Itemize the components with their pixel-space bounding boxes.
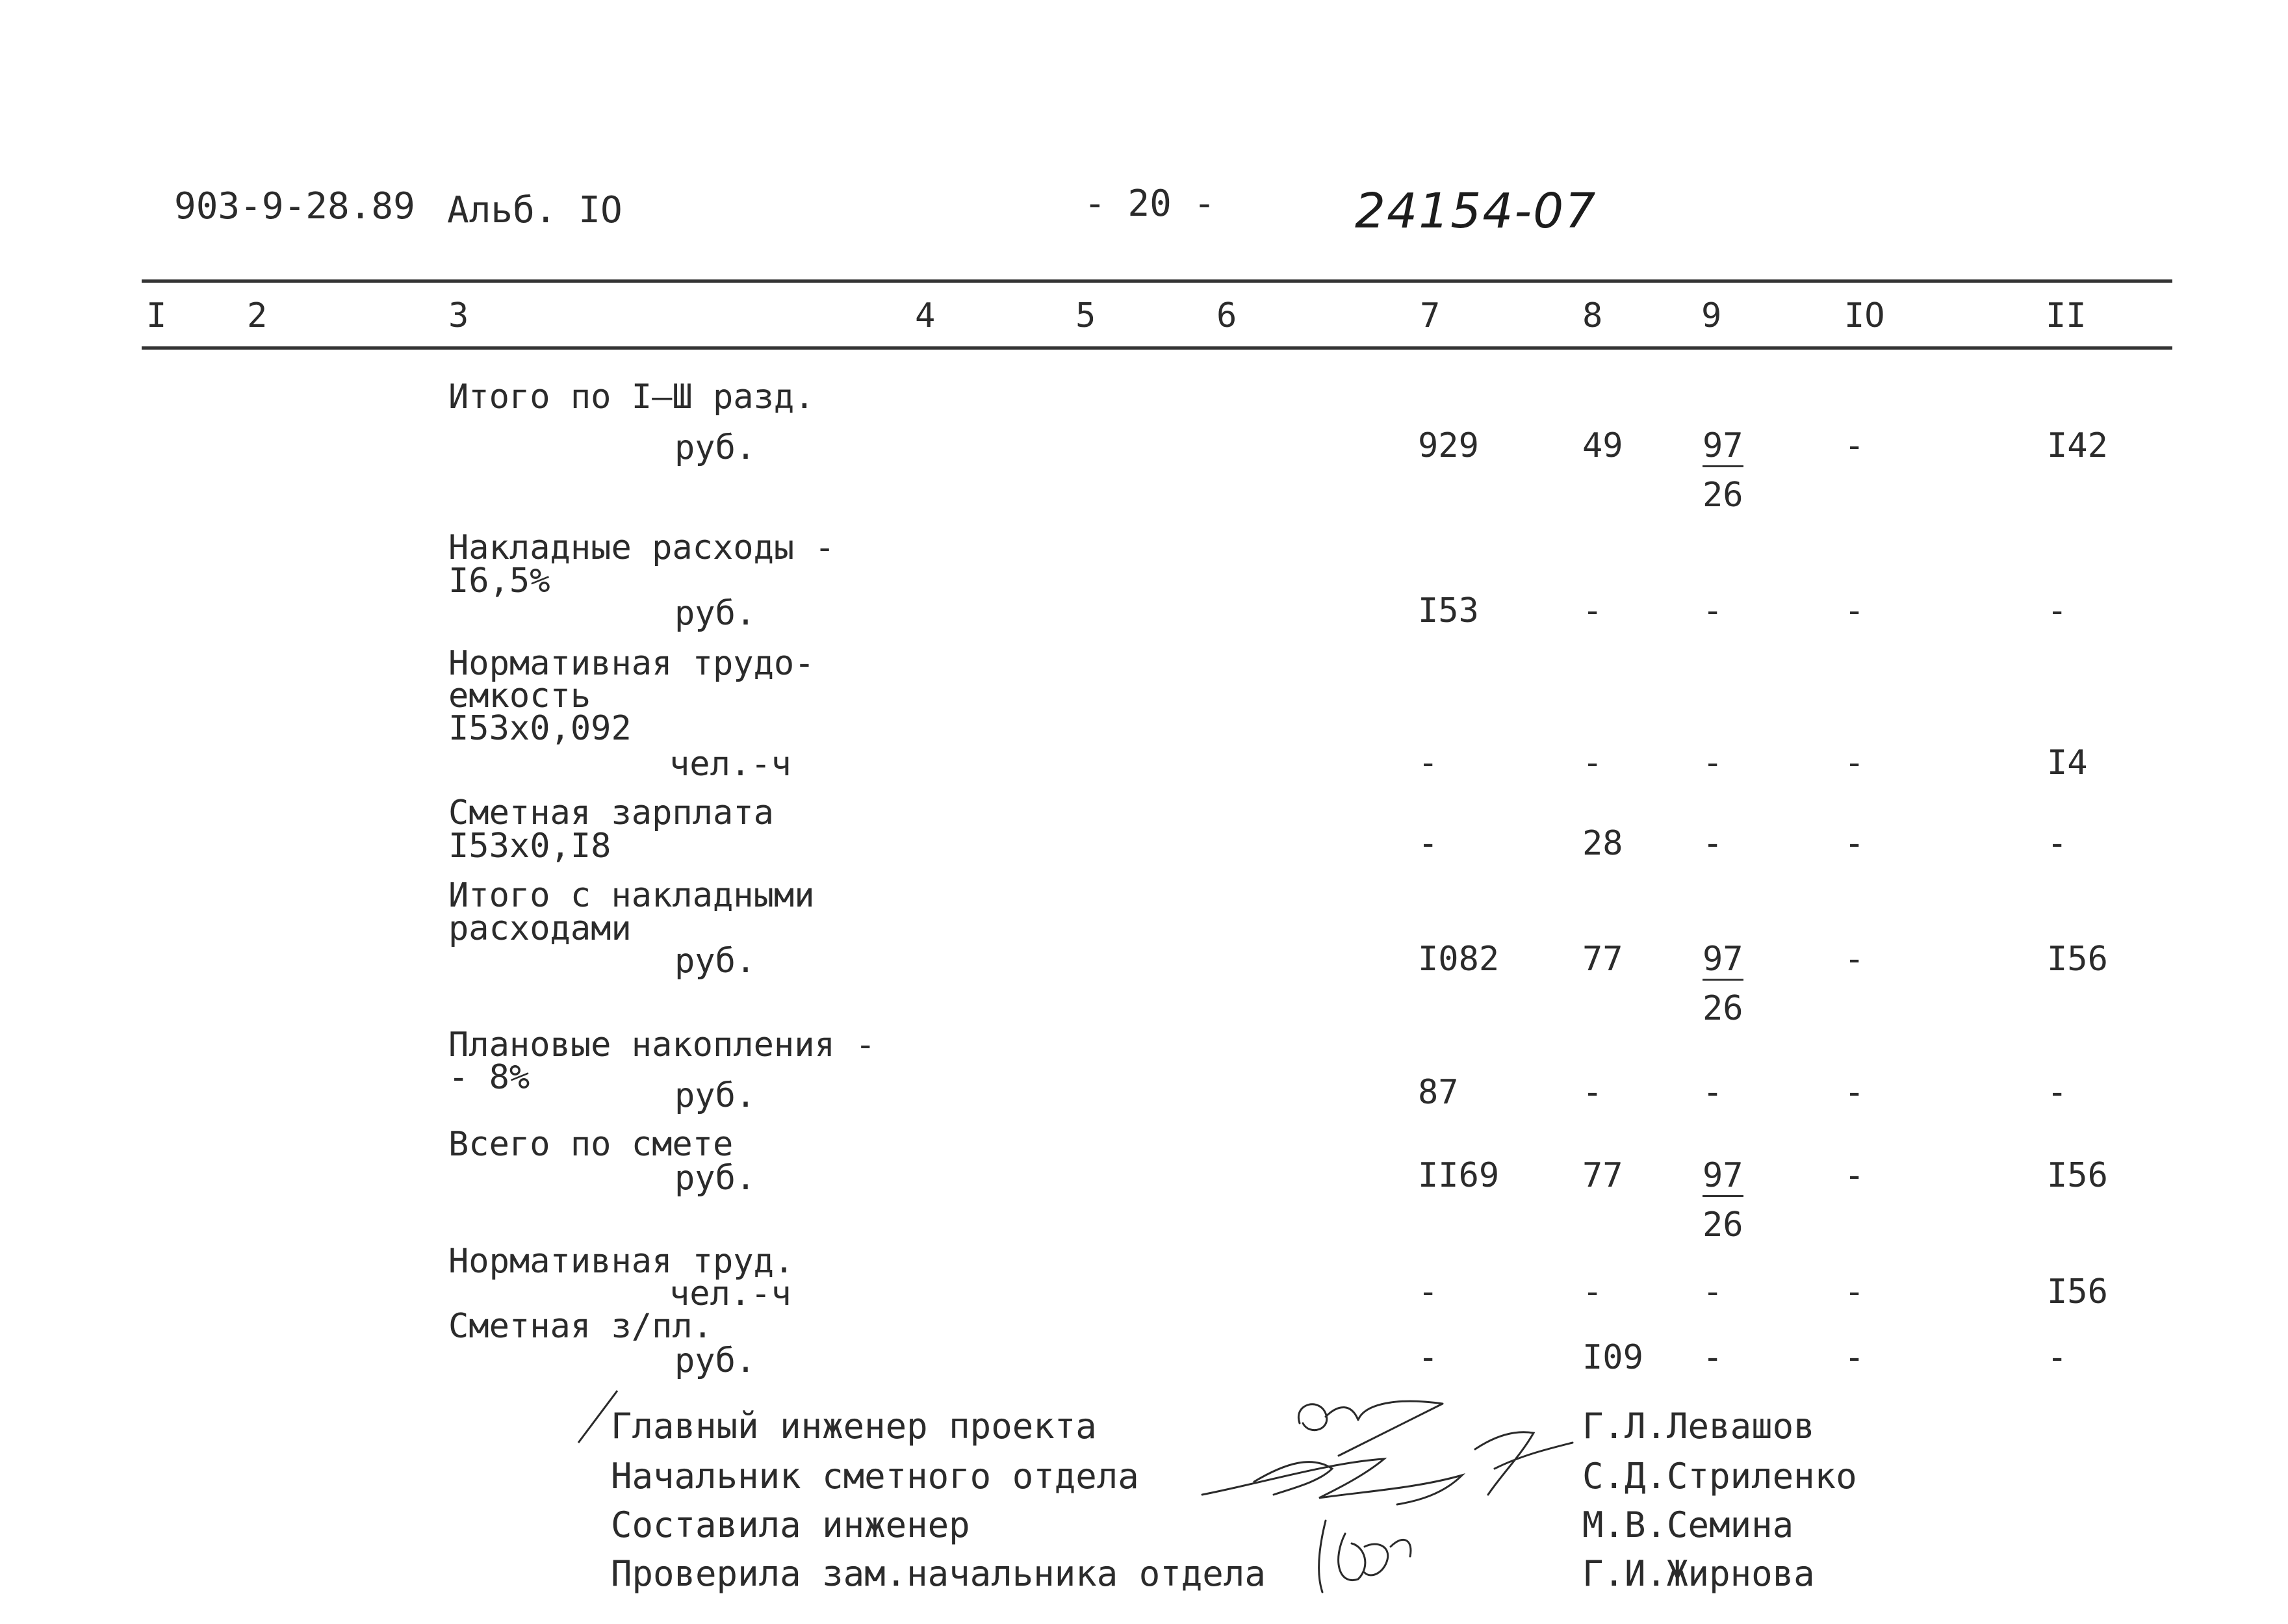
row-label: Плановые накопления - bbox=[448, 1025, 876, 1064]
cell-col8: 28 bbox=[1582, 824, 1623, 863]
cell-col10: - bbox=[1844, 940, 1865, 979]
column-number: 2 bbox=[247, 296, 268, 335]
row-label: Итого с накладными bbox=[448, 876, 815, 915]
row-label: I53х0,I8 bbox=[448, 827, 611, 866]
cell-col7: 929 bbox=[1418, 426, 1479, 465]
album-label: Альб. IО bbox=[447, 189, 623, 231]
cell-col7: - bbox=[1418, 824, 1439, 863]
column-number: 4 bbox=[915, 296, 936, 335]
cell-col8: - bbox=[1582, 591, 1603, 630]
cell-col7: 87 bbox=[1418, 1073, 1459, 1112]
row-label: Всего по смете bbox=[448, 1125, 734, 1164]
row-label: Итого по I–Ш разд. bbox=[448, 378, 815, 417]
cell-col11: - bbox=[2047, 1073, 2068, 1112]
row-unit: руб. bbox=[675, 594, 756, 633]
cell-col10: - bbox=[1844, 1272, 1865, 1311]
row-label: Накладные расходы - bbox=[448, 528, 835, 567]
cell-col11: I56 bbox=[2047, 1272, 2108, 1311]
cell-col10: - bbox=[1844, 743, 1865, 782]
cell-col11: I56 bbox=[2047, 940, 2108, 979]
row-unit: руб. bbox=[675, 1076, 756, 1115]
cell-col11: - bbox=[2047, 824, 2068, 863]
cell-col11: - bbox=[2047, 1338, 2068, 1377]
cell-col9: - bbox=[1703, 591, 1723, 630]
signatory-position: Начальник сметного отдела bbox=[611, 1456, 1139, 1497]
cell-col11: I42 bbox=[2047, 426, 2108, 465]
row-unit: чел.-ч bbox=[669, 745, 791, 784]
cell-col9: - bbox=[1703, 1272, 1723, 1311]
cell-col10: - bbox=[1844, 1156, 1865, 1195]
cell-col7: I53 bbox=[1418, 591, 1479, 630]
handwritten-signatures-graphic bbox=[1170, 1384, 1612, 1605]
row-unit: руб. bbox=[675, 1159, 756, 1198]
cell-col8: - bbox=[1582, 1272, 1603, 1311]
column-number: 8 bbox=[1582, 296, 1603, 335]
row-label: - 8% bbox=[448, 1058, 530, 1097]
column-number: I bbox=[146, 296, 167, 335]
cell-col11: - bbox=[2047, 591, 2068, 630]
row-label: Сметная з/пл. bbox=[448, 1307, 713, 1346]
column-number: 3 bbox=[448, 296, 469, 335]
row-label: Сметная зарплата bbox=[448, 793, 774, 832]
cell-col9: - bbox=[1703, 1073, 1723, 1112]
signatory-name: Г.Л.Левашов bbox=[1582, 1406, 1815, 1447]
column-number: 6 bbox=[1216, 296, 1237, 335]
page-number: - 20 - bbox=[1084, 183, 1216, 225]
table-header-rule bbox=[142, 346, 2172, 350]
cell-col8: 49 bbox=[1582, 426, 1623, 465]
cell-col10: - bbox=[1844, 591, 1865, 630]
cell-col11: I56 bbox=[2047, 1156, 2108, 1195]
row-label: I53х0,092 bbox=[448, 709, 632, 748]
cell-col9-denominator: 26 bbox=[1703, 989, 1743, 1028]
row-label: расходами bbox=[448, 909, 632, 948]
cell-col7: I082 bbox=[1418, 940, 1500, 979]
row-unit: руб. bbox=[675, 428, 756, 467]
cell-col7: - bbox=[1418, 1338, 1439, 1377]
cell-col9-numerator: 97 bbox=[1703, 942, 1743, 981]
cell-col9-denominator: 26 bbox=[1703, 476, 1743, 515]
row-label: Нормативная трудо- bbox=[448, 644, 815, 683]
row-unit: руб. bbox=[675, 1341, 756, 1380]
row-label: Нормативная труд. bbox=[448, 1242, 795, 1281]
cell-col8: 77 bbox=[1582, 940, 1623, 979]
cell-col10: - bbox=[1844, 824, 1865, 863]
cell-col10: - bbox=[1844, 1338, 1865, 1377]
cell-col9-numerator: 97 bbox=[1703, 429, 1743, 467]
cell-col7: - bbox=[1418, 743, 1439, 782]
cell-col8: - bbox=[1582, 1073, 1603, 1112]
cell-col7: II69 bbox=[1418, 1156, 1500, 1195]
signatory-position: Проверила зам.начальника отдела bbox=[611, 1553, 1266, 1594]
cell-col9: - bbox=[1703, 1338, 1723, 1377]
cell-col10: - bbox=[1844, 1073, 1865, 1112]
cell-col9: - bbox=[1703, 824, 1723, 863]
row-unit: руб. bbox=[675, 942, 756, 981]
table-top-rule bbox=[142, 279, 2172, 283]
signatory-position: Главный инженер проекта bbox=[611, 1406, 1097, 1447]
project-code: 903-9-28.89 bbox=[174, 185, 415, 227]
cell-col8: I09 bbox=[1582, 1338, 1643, 1377]
row-unit: чел.-ч bbox=[669, 1274, 791, 1313]
cell-col9-numerator: 97 bbox=[1703, 1159, 1743, 1197]
row-label: I6,5% bbox=[448, 561, 550, 600]
cell-col9: - bbox=[1703, 743, 1723, 782]
cell-col9-denominator: 26 bbox=[1703, 1205, 1743, 1244]
cell-col8: - bbox=[1582, 743, 1603, 782]
cell-col8: 77 bbox=[1582, 1156, 1623, 1195]
column-number: 5 bbox=[1075, 296, 1096, 335]
doc-number-handwritten: 24154-07 bbox=[1355, 183, 1597, 239]
cell-col7: - bbox=[1418, 1272, 1439, 1311]
signatory-name: Г.И.Жирнова bbox=[1582, 1553, 1815, 1594]
column-number: 7 bbox=[1420, 296, 1441, 335]
signatory-position: Составила инженер bbox=[611, 1504, 970, 1545]
signatory-name: М.В.Семина bbox=[1582, 1504, 1794, 1545]
row-label: емкость bbox=[448, 677, 591, 715]
column-number: 9 bbox=[1701, 296, 1722, 335]
column-number: IО bbox=[1844, 296, 1885, 335]
cell-col10: - bbox=[1844, 426, 1865, 465]
slash-mark bbox=[572, 1387, 624, 1446]
signatory-name: С.Д.Стриленко bbox=[1582, 1456, 1857, 1497]
cell-col11: I4 bbox=[2047, 743, 2088, 782]
column-number: II bbox=[2046, 296, 2087, 335]
